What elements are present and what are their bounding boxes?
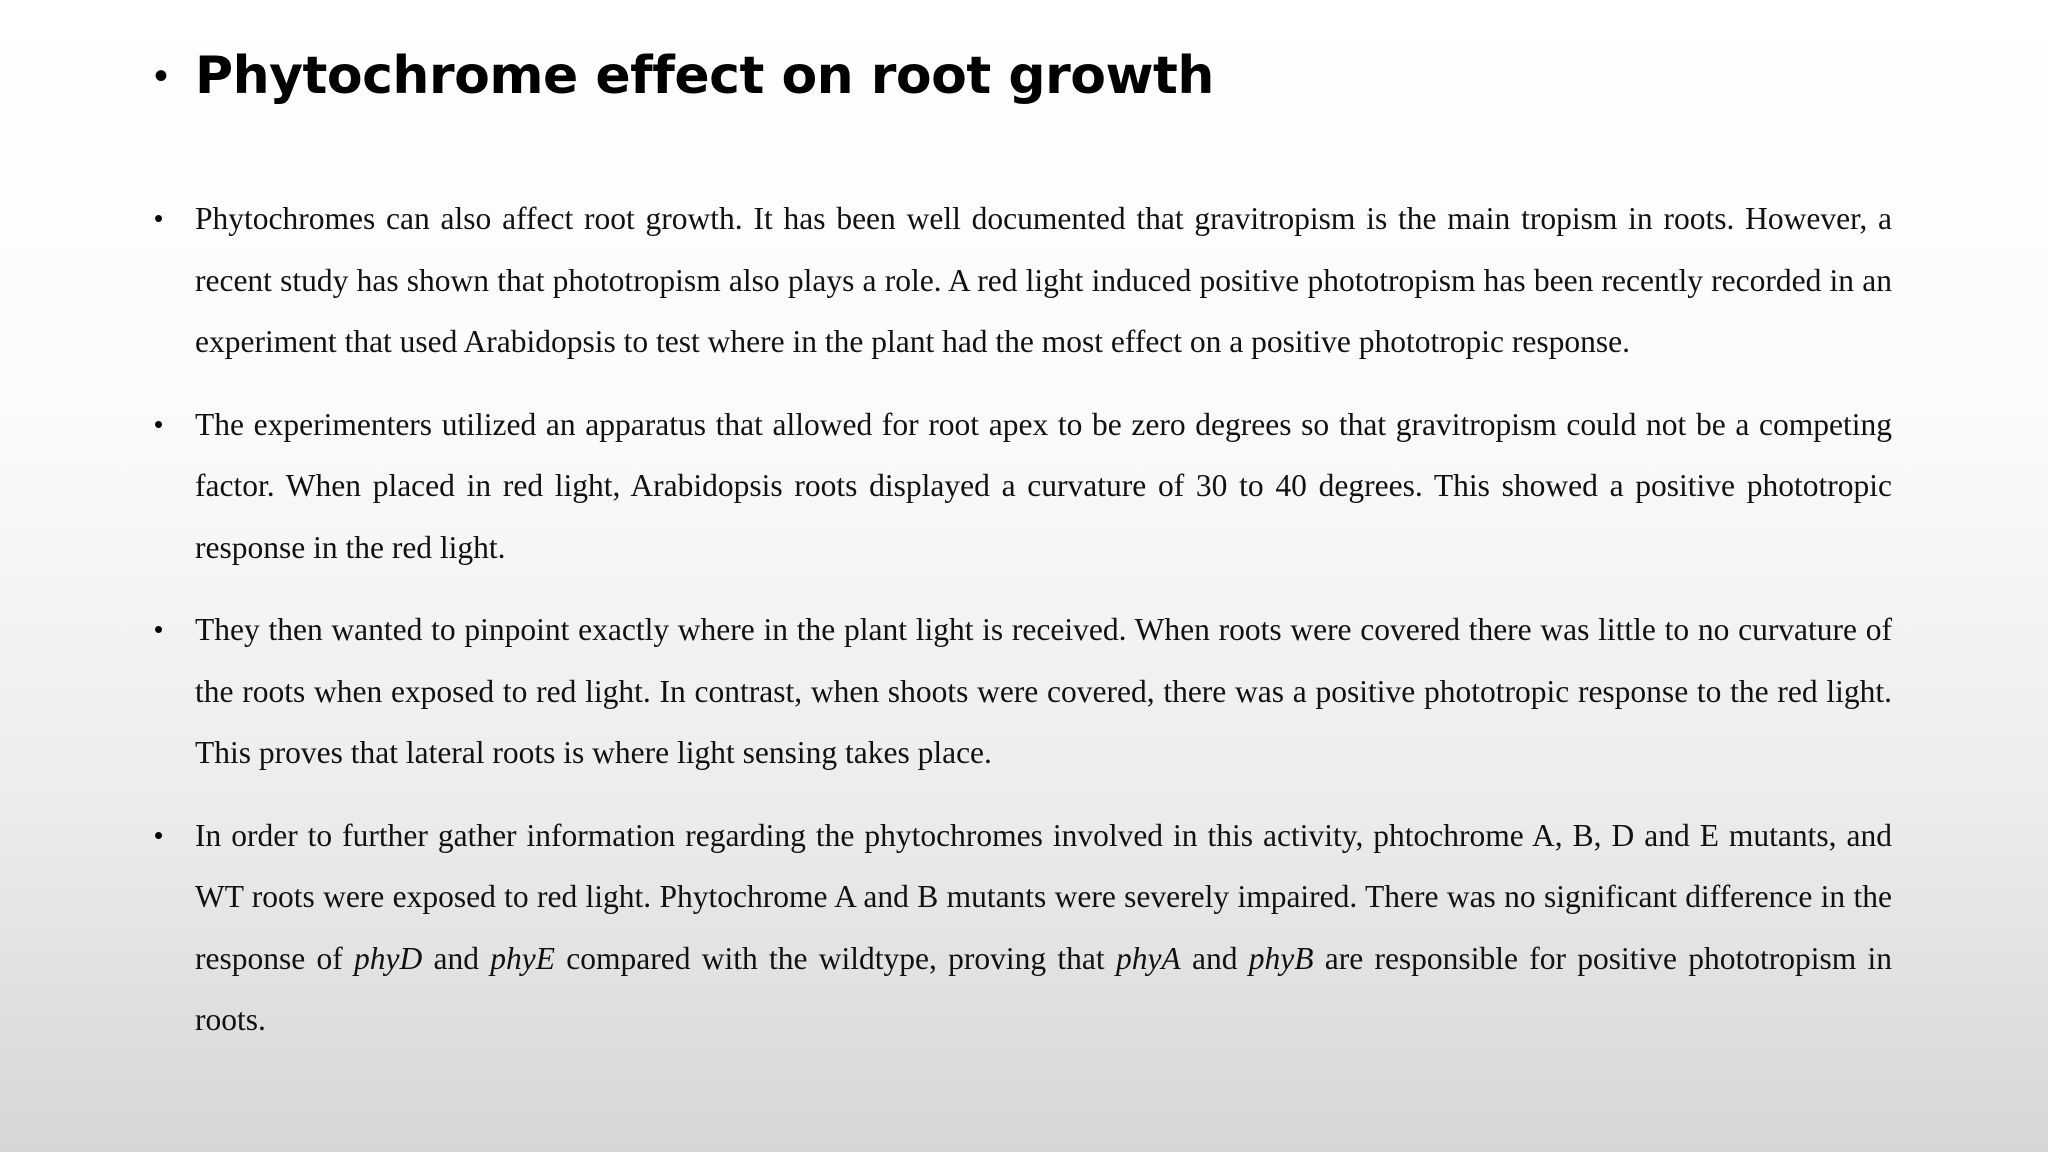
slide-title: Phytochrome effect on root growth bbox=[195, 46, 1214, 106]
title-row bbox=[154, 40, 1214, 112]
bullet-icon: • bbox=[154, 203, 164, 233]
text-segment: and bbox=[1180, 940, 1249, 976]
text-segment: In order to further gather information regarding the phytochromes involved in this activity, phtochrome A, B, D and E mutants, and WT roots were exposed to red light. Phytochrome A and B mutants were severely impaired. There was no significant difference in the response of bbox=[195, 817, 1892, 976]
bullet-text bbox=[195, 805, 1892, 1051]
bullet-item bbox=[154, 188, 1892, 373]
bullet-icon: • bbox=[154, 819, 164, 850]
bullet-item bbox=[154, 599, 1892, 784]
bullet-icon: • bbox=[154, 408, 164, 439]
bullet-item bbox=[154, 394, 1892, 579]
gene-name-italic: phyE bbox=[490, 940, 556, 976]
text-segment: and bbox=[422, 940, 491, 976]
title-bullet-icon: • bbox=[154, 54, 169, 98]
gene-name-italic: phyA bbox=[1115, 940, 1181, 976]
bullet-icon: • bbox=[154, 614, 164, 644]
bullet-text: Phytochromes can also affect root growth. It has been well documented that gravitropism is the main tropism in roots. However, a recent study has shown that phototropism also plays a role. A red light induced positive phototropism has been recently recorded in an experiment that used Arabidopsis to test where in the plant had the most effect on a positive phototropic response. bbox=[195, 201, 1892, 359]
text-segment: compared with the wildtype, proving that bbox=[555, 940, 1116, 976]
text-segment: are responsible for positive phototropism in roots. bbox=[195, 940, 1893, 1037]
gene-name-italic: phyB bbox=[1248, 940, 1314, 976]
gene-name-italic: phyD bbox=[354, 940, 423, 976]
bullet-text: The experimenters utilized an apparatus that allowed for root apex to be zero degrees so that gravitropism could not be a competing factor. When placed in red light, Arabidopsis roots displayed a curvature of 30 to 40 degrees. This showed a positive phototropic response in the red light. bbox=[195, 406, 1892, 565]
bullet-list bbox=[154, 188, 1892, 1072]
bullet-text: They then wanted to pinpoint exactly where in the plant light is received. When roots were covered there was little to no curvature of the roots when exposed to red light. In contrast, when shoots were covered, there was a positive phototropic response to the red light. This proves that lateral roots is where light sensing takes place. bbox=[195, 612, 1892, 770]
bullet-item bbox=[154, 805, 1892, 1051]
